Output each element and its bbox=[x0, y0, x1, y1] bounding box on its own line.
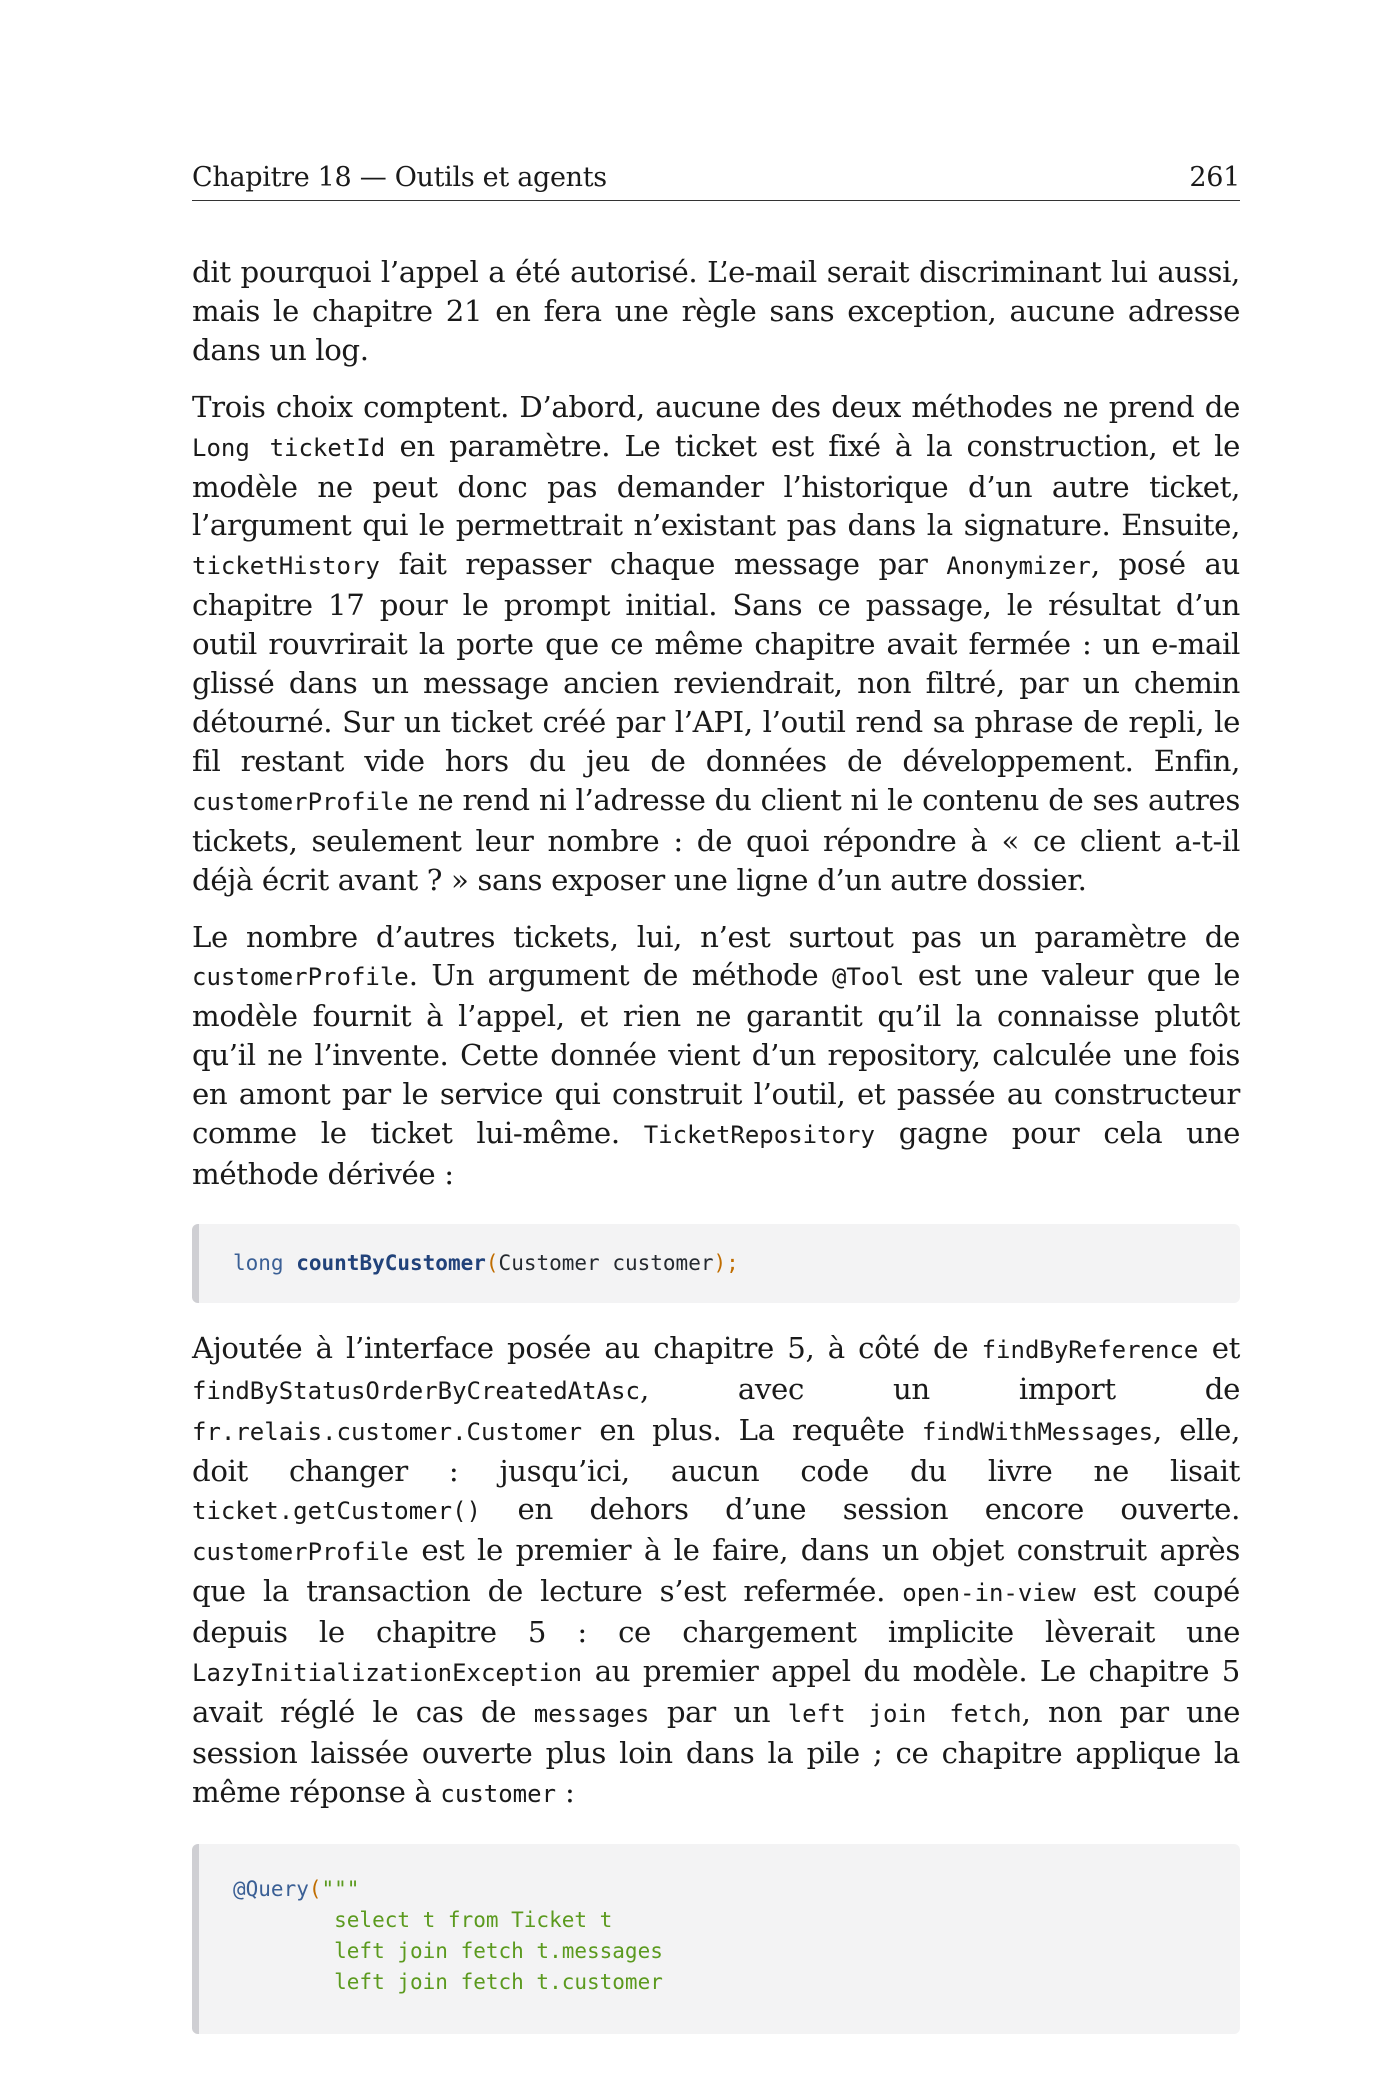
paragraph-text: fait repasser chaque message par bbox=[379, 547, 947, 582]
code-keyword: long bbox=[233, 1250, 284, 1275]
inline-code: customerProfile bbox=[192, 1538, 409, 1567]
running-head bbox=[192, 160, 1240, 201]
paragraph-text: dit pourquoi l’appel a été autorisé. L’e-mail serait discriminant lui aussi, mais le chapitre 21 en fera une règle sans exception, aucune adresse dans un log. bbox=[192, 255, 1240, 367]
inline-code: findWithMessages bbox=[921, 1417, 1154, 1446]
paragraph-text: gagne pour cela une méthode dérivée : bbox=[192, 1116, 1240, 1191]
paragraph-text: en paramètre. Le ticket est fixé à la construction, et le modèle ne peut donc pas demander l’historique d’un autre ticket, l’argument qui le permettrait n’existant pas dans la signature. Ensuite, bbox=[192, 428, 1240, 543]
code-string-delimiter: """ bbox=[321, 1876, 360, 1901]
paragraph-3 bbox=[192, 918, 1240, 1194]
code-block-count-by-customer bbox=[192, 1224, 1240, 1303]
code-arguments: Customer customer bbox=[498, 1250, 714, 1275]
inline-code: customerProfile bbox=[192, 787, 409, 816]
code-annotation: @Query bbox=[233, 1876, 309, 1901]
inline-code: LazyInitializationException bbox=[192, 1659, 583, 1688]
paragraph-text: , elle, doit changer : jusqu’ici, aucun code du livre ne lisait bbox=[192, 1412, 1240, 1488]
inline-code: customer bbox=[440, 1779, 557, 1808]
paragraph-text: est coupé depuis le chapitre 5 : ce chargement implicite lèverait une bbox=[192, 1574, 1240, 1650]
page-number: 261 bbox=[1189, 162, 1240, 193]
paragraph-text: , avec un import de bbox=[639, 1371, 1240, 1406]
paragraph-text: en dehors d’une session encore ouverte. bbox=[480, 1492, 1240, 1527]
inline-code: ticket.getCustomer() bbox=[192, 1497, 481, 1526]
code-punctuation: ( bbox=[308, 1876, 322, 1901]
code-string-line: left join fetch t.customer bbox=[233, 1969, 663, 1994]
paragraph-text: et bbox=[1198, 1330, 1240, 1365]
paragraph-text: , non par une session laissée ouverte plus loin dans la pile ; ce chapitre applique la même réponse à bbox=[192, 1695, 1240, 1809]
paragraph-2 bbox=[192, 388, 1240, 900]
paragraph-text: au premier appel du modèle. Le chapitre 5 avait réglé le cas de bbox=[192, 1654, 1240, 1729]
inline-code: findByStatusOrderByCreatedAtAsc bbox=[192, 1376, 640, 1405]
inline-code: open-in-view bbox=[902, 1579, 1076, 1608]
inline-code: customerProfile bbox=[192, 963, 409, 992]
inline-code: fr.relais.customer.Customer bbox=[192, 1417, 583, 1446]
paragraph-1 bbox=[192, 253, 1240, 370]
code-string-line: left join fetch t.messages bbox=[233, 1938, 663, 1963]
paragraph-text: est une valeur que le modèle fournit à l’appel, et rien ne garantit qu’il la connaisse plutôt qu’il ne l’invente. Cette donnée vient d’un repository, calculée une fois en amont par le service qui construit l’outil, et passée au constructeur comme le ticket lui-même. bbox=[192, 958, 1240, 1151]
code-block-query bbox=[192, 1844, 1240, 2034]
paragraph-text: . Un argument de méthode bbox=[408, 958, 832, 993]
paragraph-text: , posé au chapitre 17 pour le prompt initial. Sans ce passage, le résultat d’un outil rouvrirait la porte que ce même chapitre avait fermée : un e-mail glissé dans un message ancien reviendrait, non filtré, par un chemin détourné. Sur un ticket créé par l’API, l’outil rend sa phrase de repli, le fil restant vide hors du jeu de données de développement. Enfin, bbox=[192, 547, 1240, 778]
paragraph-text: : bbox=[556, 1774, 575, 1809]
code-method-name: countByCustomer bbox=[296, 1250, 486, 1275]
body-text bbox=[192, 253, 1240, 2034]
code-string-line: select t from Ticket t bbox=[233, 1907, 613, 1932]
paragraph-text: Ajoutée à l’interface posée au chapitre 5, à côté de bbox=[192, 1330, 982, 1365]
inline-code: TicketRepository bbox=[643, 1121, 875, 1150]
paragraph-text: ne rend ni l’adresse du client ni le contenu de ses autres tickets, seulement leur nombre : de quoi répondre à « ce client a-t-il déjà écrit avant ? » sans exposer une ligne d’un autre dossier. bbox=[192, 782, 1240, 897]
inline-code: @Tool bbox=[831, 963, 905, 992]
inline-code: messages bbox=[533, 1700, 650, 1728]
paragraph-text: par un bbox=[649, 1695, 788, 1729]
paragraph-text: Le nombre d’autres tickets, lui, n’est surtout pas un paramètre de bbox=[192, 919, 1240, 954]
code-punctuation: ( bbox=[485, 1250, 499, 1275]
code-punctuation: ); bbox=[713, 1250, 739, 1275]
chapter-title: Chapitre 18 — Outils et agents bbox=[192, 162, 607, 193]
paragraph-4 bbox=[192, 1329, 1240, 1814]
paragraph-text: est le premier à le faire, dans un objet construit après que la transaction de lecture s’est refermée. bbox=[192, 1533, 1240, 1609]
inline-code: ticketHistory bbox=[192, 552, 380, 581]
paragraph-text: Trois choix comptent. D’abord, aucune des deux méthodes ne prend de bbox=[192, 389, 1240, 424]
paragraph-text: en plus. La requête bbox=[582, 1412, 922, 1447]
inline-code: left join fetch bbox=[787, 1700, 1022, 1728]
page bbox=[192, 160, 1240, 2060]
inline-code: findByReference bbox=[981, 1335, 1199, 1364]
inline-code: Anonymizer bbox=[946, 552, 1091, 581]
inline-code: Long ticketId bbox=[192, 433, 386, 462]
